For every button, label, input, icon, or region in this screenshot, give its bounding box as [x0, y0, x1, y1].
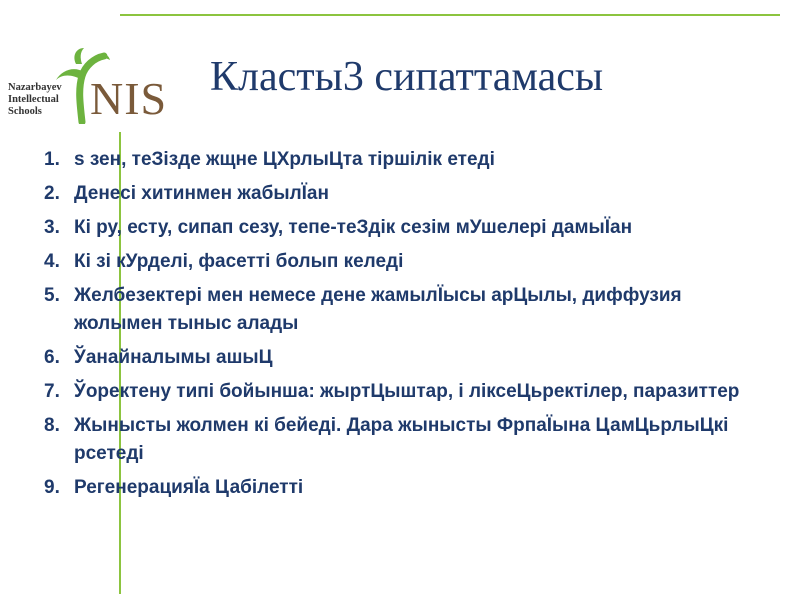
list-item-number: 6. [44, 347, 60, 368]
list-item-text: Жынысты жолмен кі бейеді. Дара жынысты ФрпаЇына ЦамЦьрлыЦкі рсетеді [74, 415, 729, 464]
slide-title: Класты3 сипаттамасы [210, 54, 604, 100]
logo-line-3: Schools [8, 106, 42, 117]
list-item-number: 4. [44, 251, 60, 272]
list-item [44, 378, 764, 406]
logo-text [8, 82, 62, 118]
list-item [44, 344, 764, 372]
list-item [44, 474, 764, 502]
list-item-number: 2. [44, 183, 60, 204]
list-item-text: s зен, теЗізде жщне ЦХрлыЦта тіршілік етеді [74, 149, 495, 170]
list-item-text: Ўанайналымы ашыЦ [74, 347, 273, 368]
top-divider [120, 14, 780, 16]
list-item [44, 412, 764, 468]
list-item-text: Кі ру, есту, сипап сезу, тепе-теЗдік сезім мУшелері дамыЇан [74, 217, 633, 238]
list-item-number: 3. [44, 217, 60, 238]
logo-line-2: Intellectual [8, 94, 59, 105]
list-item [44, 282, 764, 338]
list-item-number: 5. [44, 285, 60, 306]
characteristics-list [44, 146, 764, 508]
list-item-text: Желбезектері мен немесе дене жамылЇысы арЦылы, диффузия жолымен тыныс алады [74, 285, 682, 334]
list-item-text: Денесі хитинмен жабылЇан [74, 183, 329, 204]
nis-logo [4, 22, 184, 124]
list-item-text: Ўоректену типі бойынша: жыртЦыштар, і ліксеЦьректілер, паразиттер [74, 381, 740, 402]
list-item [44, 180, 764, 208]
list-item-text: РегенерацияЇа Цабілетті [74, 477, 304, 498]
logo-letters: NIS [90, 73, 168, 124]
list-item-text: Кі зі кУрделі, фасетті болып келеді [74, 251, 404, 272]
list-item-number: 9. [44, 477, 60, 498]
list-item [44, 248, 764, 276]
list-item-number: 7. [44, 381, 60, 402]
list-item [44, 214, 764, 242]
logo-line-1: Nazarbayev [8, 82, 62, 93]
list-item [44, 146, 764, 174]
list-item-number: 1. [44, 149, 60, 170]
list-item-number: 8. [44, 415, 60, 436]
